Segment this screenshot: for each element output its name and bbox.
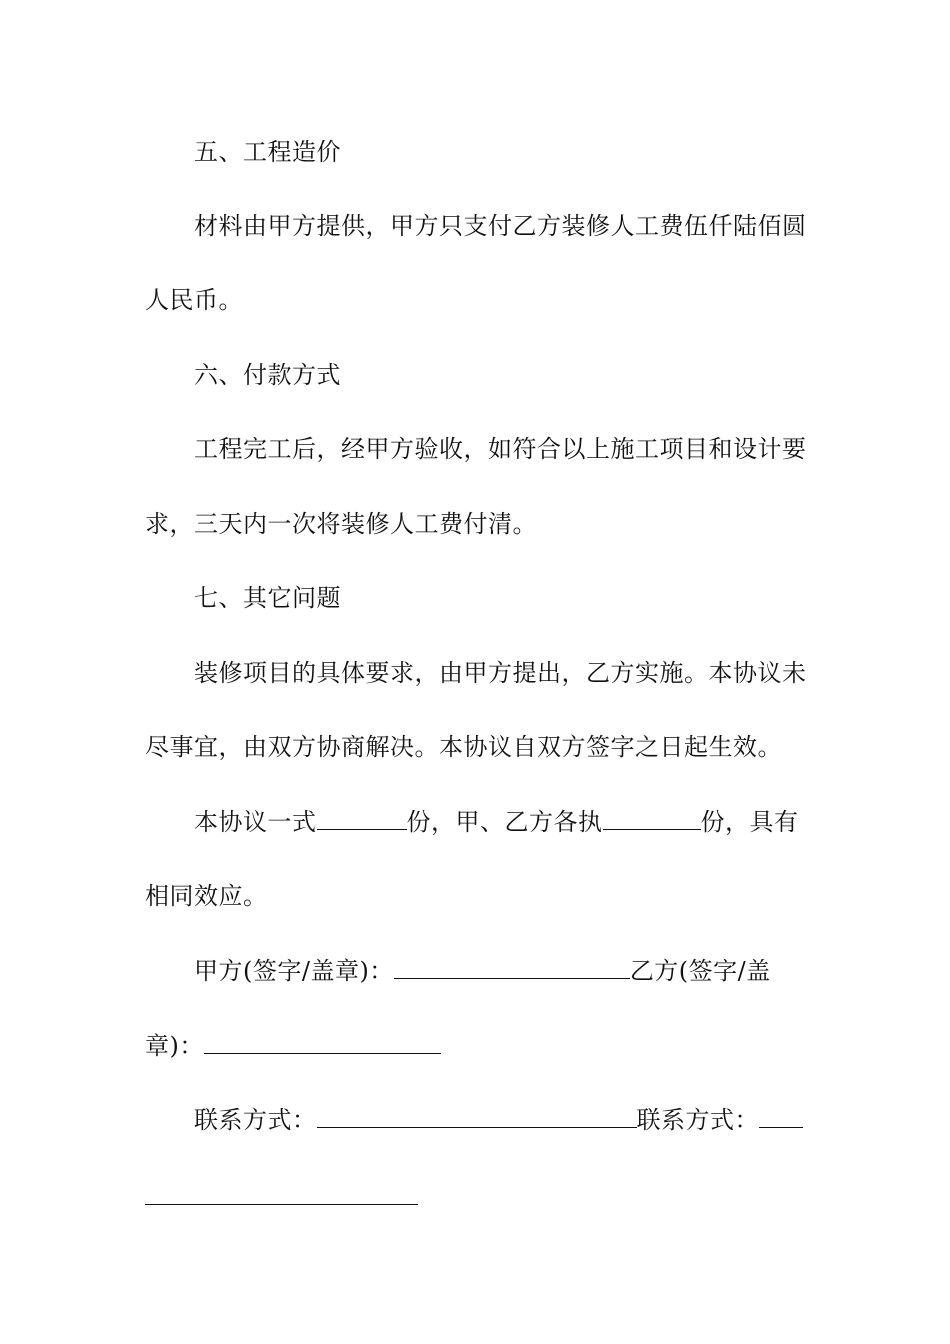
party-b-signature-label-cont: 章)： (145, 1032, 204, 1060)
copies-text-3: 份，具有 (700, 808, 799, 836)
party-b-contact-blank-continued (145, 1204, 418, 1205)
copies-text-1: 本协议一式 (194, 808, 317, 836)
party-b-signature-label: 乙方(签字/盖 (629, 957, 771, 985)
party-b-signature-blank (204, 1031, 441, 1054)
section-7-body-line-2: 尽事宜，由双方协商解决。本协议自双方签字之日起生效。 (145, 733, 782, 761)
contact-line (145, 1104, 859, 1136)
party-a-signature-label: 甲方(签字/盖章)： (194, 957, 394, 985)
party-b-contact-label: 联系方式： (636, 1106, 759, 1134)
section-5-body-line-1: 材料由甲方提供，甲方只支付乙方装修人工费伍仟陆佰圆 (194, 212, 807, 240)
section-7-body-line-1: 装修项目的具体要求，由甲方提出，乙方实施。本协议未 (194, 659, 807, 687)
copies-line-1 (145, 806, 859, 838)
section-7-title: 七、其它问题 (194, 584, 341, 612)
section-6-body-line-2: 求，三天内一次将装修人工费付清。 (145, 510, 537, 538)
party-a-contact-label: 联系方式： (194, 1106, 317, 1134)
section-6-title: 六、付款方式 (194, 361, 341, 389)
section-6-body-line-1: 工程完工后，经甲方验收，如符合以上施工项目和设计要 (194, 435, 807, 463)
party-b-contact-blank (759, 1105, 803, 1128)
signature-line-2 (145, 1030, 810, 1062)
copies-text-2: 份，甲、乙方各执 (406, 808, 603, 836)
party-a-contact-blank (317, 1105, 637, 1128)
signature-line-1 (145, 955, 859, 987)
party-a-signature-blank (394, 956, 630, 979)
section-5-title: 五、工程造价 (194, 138, 341, 166)
copies-line-2: 相同效应。 (145, 882, 268, 910)
copies-each-blank (603, 807, 701, 830)
copies-total-blank (317, 807, 407, 830)
section-5-body-line-2: 人民币。 (145, 286, 243, 314)
